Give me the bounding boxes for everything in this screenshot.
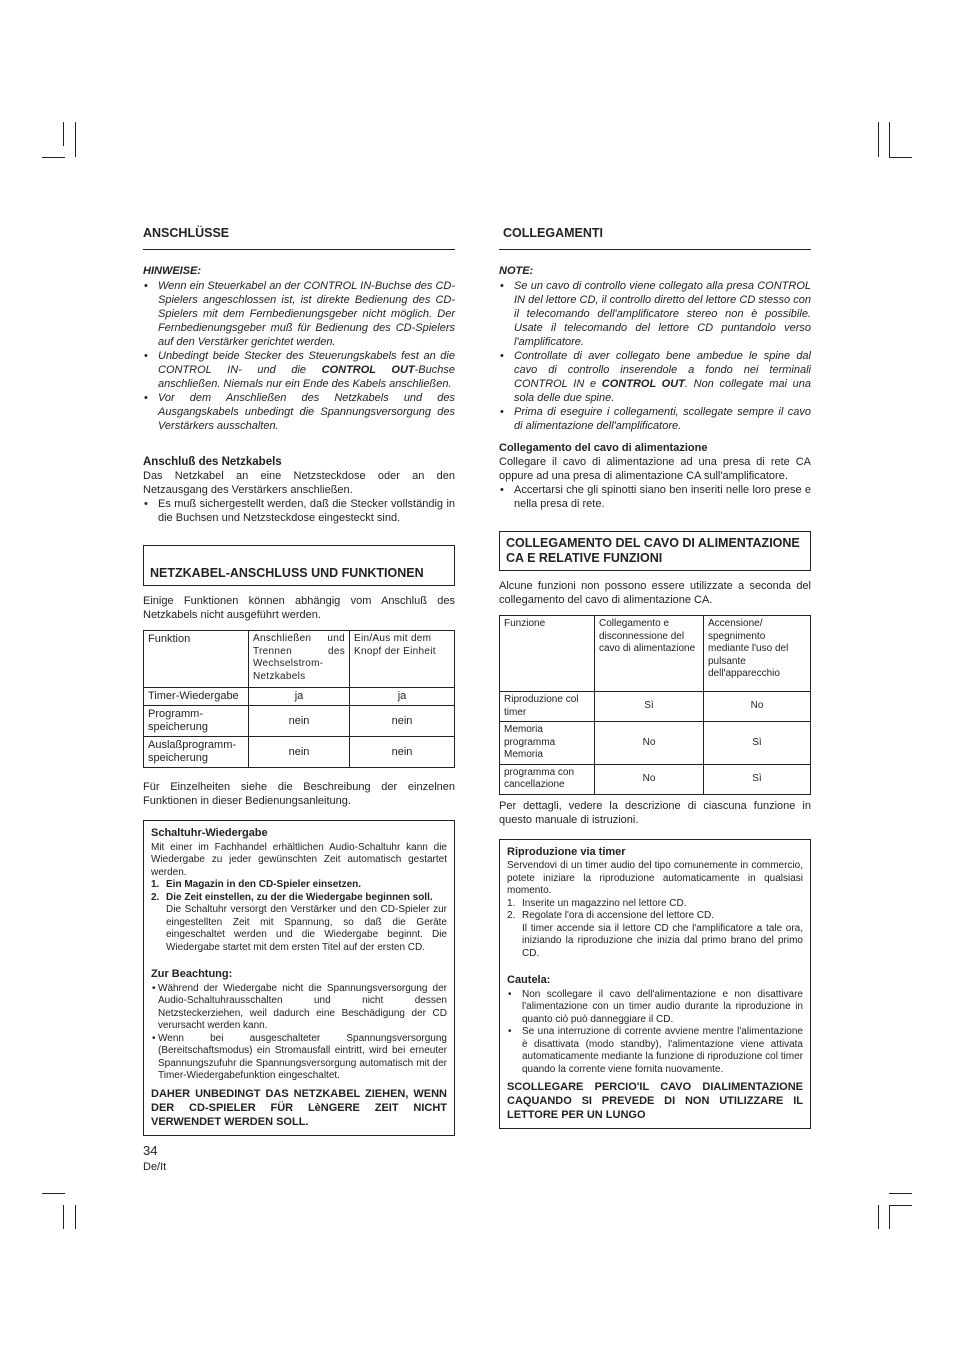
power-bullets [499,483,811,511]
timer-heading: Riproduzione via timer [507,845,626,858]
timer-intro: Servendovi di un timer audio del tipo comunemente in commercio, potete iniziare la riproduzione automaticamente in qualsiasi momento. [507,860,803,896]
page-language: De/It [143,1161,167,1173]
power-bullet: • Accertarsi che gli spinotti siano ben inseriti nelle loro prese e nella presa di rete. [499,483,811,511]
notes-label: HINWEISE: [143,265,202,277]
box-title: NETZKABEL-ANSCHLUSS UND FUNKTIONEN [143,545,455,586]
notes-list [499,279,811,433]
page-number [143,1143,166,1175]
note-item: • Controllate di aver collegato bene ambedue le spine dal cavo di controllo inserendole a fondo nei terminali CONTROL IN e CONTROL OUT. Non collegate mai una sola delle due spine. [499,349,811,405]
table-cell: Sì [704,764,811,794]
table-header-row [144,631,455,688]
power-text: Das Netzkabel an eine Netzsteckdose oder an den Netzausgang des Verstärkers anschließen. [143,470,455,496]
section-title: COLLEGAMENTI [499,226,811,250]
table-cell: nein [350,706,455,737]
warning-text: SCOLLEGARE PERCIO'IL CAVO DIALIMENTAZIONE CAQUANDO SI PREVEDE DI NON UTILIZZARE IL LETTORE PER UN LUNGO [507,1081,803,1121]
caution-heading: Zur Beachtung: [151,968,233,980]
timer-steps [151,879,447,904]
caution-item: • Wenn bei ausgeschalteter Spannungsversorgung (Bereitschaftsmodus) ein Stromausfall eintritt, wird bei erneuter Spannungszufuhr die Spannungsversorgung automatisch mit der Timer-Wiedergabefunktion eingeschaltet. [151,1033,447,1083]
table-cell: nein [249,737,350,768]
after-table-text: Für Einzelheiten siehe die Beschreibung der einzelnen Funktionen in dieser Bedienungsanleitung. [143,781,455,807]
caution-item: • Non scollegare il cavo dell'alimentazione e non disattivare l'alimentazione con un timer audio durante la riproduzione in quanto ciò può danneggiare il CD. [507,989,803,1027]
right-column [499,226,811,1129]
note-item: • Se un cavo di controllo viene collegato alla presa CONTROL IN del lettore CD, il controllo diretto del lettore CD stesso con il telecomando dell'amplificatore stereo non è possibile. Usate il telecomando del lettore CD puntandolo verso l'amplificatore. [499,279,811,349]
after-table-text: Per dettagli, vedere la descrizione di ciascuna funzione in questo manuale di istruzioni. [499,799,811,826]
note-item: • Vor dem Anschließen des Netzkabels und des Ausgangskabels unbedingt die Spannungsversorgung des Verstärkers ausschalten. [143,391,455,433]
power-bullet: • Es muß sichergestellt werden, daß die Stecker vollständig in die Buchsen und Netzsteckdose eingesteckt sind. [143,497,455,525]
note-item: • Unbedingt beide Stecker des Steuerungskabels fest an die CONTROL IN- und die CONTROL OUT-Buchse anschließen. Niemals nur ein Ende des Kabels anschließen. [143,349,455,391]
table-row [500,722,811,765]
table-cell: programma con cancellazione [500,764,595,794]
timer-step: 1. Ein Magazin in den CD-Spieler einsetzen. [151,879,362,890]
timer-step-detail: Il timer accende sia il lettore CD che l'amplificatore a tale ora, iniziando la riproduzione che inizia dal primo brano del primo CD. [522,922,803,959]
note-item: • Prima di eseguire i collegamenti, scollegate sempre il cavo di alimentazione dell'amplificatore. [499,405,811,433]
table-header: Anschließen und Trennen des Wechselstrom-Netzkabels [249,631,350,688]
box-intro: Einige Funktionen können abhängig vom Anschluß des Netzkabels nicht ausgeführt werden. [143,595,455,621]
table-row [500,764,811,794]
table-header: Funzione [500,616,595,692]
caution-heading: Cautela: [507,974,551,986]
power-heading: Anschluß des Netzkabels [143,456,282,468]
page-number-value: 34 [143,1143,158,1158]
table-cell: Programm-speicherung [144,706,249,737]
table-cell: Sì [595,692,704,722]
timer-step-detail: Die Schaltuhr versorgt den Verstärker und den CD-Spieler zur eingestellten Zeit mit Spannung, so daß die Geräte eingeschaltet werden und die Wiedergabe beginnt. Die Wiedergabe startet mit dem ersten Titel auf der ersten CD. [166,904,447,953]
power-heading: Collegamento del cavo di alimentazione [499,442,708,454]
table-header-row [500,616,811,692]
table-cell: Sì [704,722,811,765]
table-cell: Memoria programma Memoria [500,722,595,765]
notes-label: NOTE: [499,265,534,277]
table-cell: Auslaßprogramm-speicherung [144,737,249,768]
timer-heading: Schaltuhr-Wiedergabe [151,827,268,839]
table-cell: Timer-Wiedergabe [144,688,249,706]
caution-item: • Während der Wiedergabe nicht die Spannungsversorgung der Audio-Schaltuhrausschalten und nicht dessen Netzsteckerziehen, weil dadurch eine Beschädigung der CD verursacht werden kann. [151,983,447,1033]
caution-list [507,989,803,1077]
timer-step: 1. Inserite un magazzino nel lettore CD. [507,897,687,909]
caution-item: • Se una interruzione di corrente avviene mentre l'alimentazione è disattivata (modo standby), l'alimentazione viene attivata automaticamente mediante la funzione di riproduzione col timer quando la corrente viene fornita nuovamente. [507,1026,803,1076]
table-header: Accensione/ spegnimento mediante l'uso del pulsante dell'apparecchio [704,616,811,692]
left-column [143,226,455,1136]
timer-step: 2. Die Zeit einstellen, zu der die Wiedergabe beginnen soll. [151,891,433,903]
table-row [144,688,455,706]
note-item: • Wenn ein Steuerkabel an der CONTROL IN-Buchse des CD-Spielers angeschlossen ist, ist direkte Bedienung des CD-Spielers mit dem Fernbedienungsgeber nicht möglich. Der Fernbedienungsgeber muß für Bedienung des CD-Spielers auf den Verstärker gerichtet werden. [143,279,455,349]
table-row [500,692,811,722]
table-header: Funktion [144,631,249,688]
table-row [144,706,455,737]
table-cell: ja [350,688,455,706]
timer-box [499,839,811,1130]
timer-steps [507,898,803,923]
table-cell: No [595,722,704,765]
warning-text: DAHER UNBEDINGT DAS NETZKABEL ZIEHEN, WENN DER CD-SPIELER FÜR LèNGERE ZEIT NICHT VERWENDET WERDEN SOLL. [151,1087,447,1128]
table-cell: Riproduzione col timer [500,692,595,722]
table-cell: No [704,692,811,722]
table-cell: nein [350,737,455,768]
table-cell: nein [249,706,350,737]
function-table [143,630,455,768]
function-table [499,615,811,795]
table-cell: No [595,764,704,794]
timer-intro: Mit einer im Fachhandel erhältlichen Audio-Schaltuhr kann die Wiedergabe zu jeder gewünschten Zeit automatisch gestartet werden. [151,841,447,878]
table-row [144,737,455,768]
timer-box [143,820,455,1136]
table-header: Collegamento e disconnessione del cavo di alimentazione [595,616,704,692]
table-cell: ja [249,688,350,706]
timer-step: 2. Regolate l'ora di accensione del lettore CD. [507,910,715,921]
notes-list [143,279,455,433]
table-header: Ein/Aus mit dem Knopf der Einheit [350,631,455,688]
power-bullets [143,497,455,525]
box-title: COLLEGAMENTO DEL CAVO DI ALIMENTAZIONE CA E RELATIVE FUNZIONI [499,531,811,571]
box-intro: Alcune funzioni non possono essere utilizzate a seconda del collegamento del cavo di alimentazione CA. [499,580,811,606]
section-title: ANSCHLÜSSE [143,226,455,250]
caution-list [151,983,447,1083]
power-text: Collegare il cavo di alimentazione ad una presa di rete CA oppure ad una presa di alimentazione CA sull'amplificatore. [499,456,811,482]
